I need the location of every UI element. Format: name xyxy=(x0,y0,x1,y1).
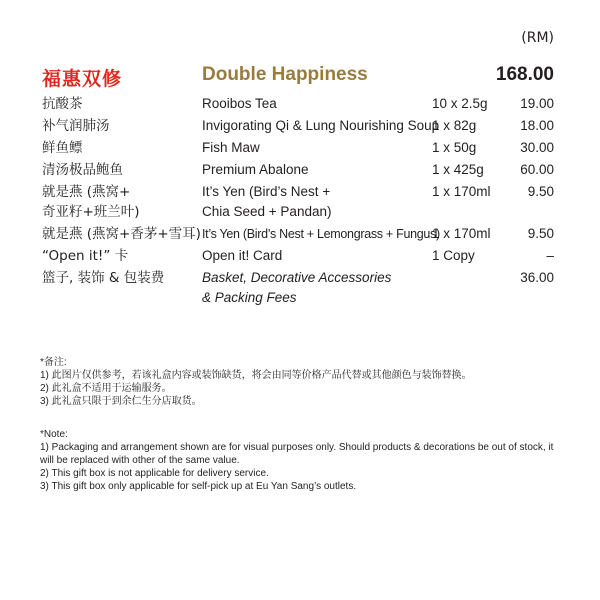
item-name-en xyxy=(202,268,391,308)
notes-zh-item: 3) 此礼盒只限于到余仁生分店取货。 xyxy=(40,396,202,407)
list-item xyxy=(0,244,600,266)
item-price: – xyxy=(546,248,554,263)
item-qty: 1 x 425g xyxy=(432,162,484,177)
item-name-en: Premium Abalone xyxy=(202,162,309,177)
item-name-zh-line1: 就是燕 (燕窝+ xyxy=(42,184,131,200)
item-qty: 1 x 170ml xyxy=(432,226,491,241)
item-qty: 1 Copy xyxy=(432,248,475,263)
item-name-en-line2: & Packing Fees xyxy=(202,290,297,305)
item-qty: 1 x 170ml xyxy=(432,184,491,199)
notes-zh-item: 1) 此图片仅供参考，若该礼盒内容或装饰缺货，将会由同等价格产品代替或其他颜色与装饰替换。 xyxy=(40,370,472,381)
package-header xyxy=(0,64,600,92)
list-item xyxy=(0,92,600,114)
notes-en-item: 1) Packaging and arrangement shown are for visual purposes only. Should products & decorations be out of stock, it xyxy=(40,442,554,453)
notes-en-item: will be replaced with other of the same value. xyxy=(40,455,240,466)
item-qty: 1 x 50g xyxy=(432,140,477,155)
item-price: 30.00 xyxy=(520,140,554,155)
item-price: 9.50 xyxy=(527,184,554,199)
list-item xyxy=(0,266,600,308)
item-name-zh: 补气润肺汤 xyxy=(42,118,110,134)
item-price: 9.50 xyxy=(527,226,554,241)
item-name-en: Open it! Card xyxy=(202,248,283,263)
package-name-en: Double Happiness xyxy=(202,64,368,85)
item-name-en-line1: Basket, Decorative Accessories xyxy=(202,270,392,285)
item-qty: 1 x 82g xyxy=(432,118,477,133)
currency-label: (RM) xyxy=(521,30,554,46)
notes-zh-title: *备注: xyxy=(40,357,67,368)
item-qty: 10 x 2.5g xyxy=(432,96,488,111)
notes-en-item: 2) This gift box is not applicable for delivery service. xyxy=(40,468,269,479)
item-price: 36.00 xyxy=(520,270,554,285)
item-price: 19.00 xyxy=(520,96,554,111)
item-name-zh: 清汤极品鲍鱼 xyxy=(42,162,123,178)
item-list xyxy=(0,92,600,308)
item-name-zh xyxy=(42,182,140,222)
list-item xyxy=(0,136,600,158)
notes-zh-item: 2) 此礼盒不适用于运输服务。 xyxy=(40,383,172,394)
notes-section xyxy=(40,356,560,493)
item-name-zh: 就是燕 (燕窝+香茅+雪耳) xyxy=(42,226,201,242)
item-name-zh: 篮子, 装饰 & 包装费 xyxy=(42,270,165,286)
notes-en-title: *Note: xyxy=(40,429,68,440)
item-name-en: Fish Maw xyxy=(202,140,260,155)
item-name-en: Rooibos Tea xyxy=(202,96,277,111)
item-name-zh: 抗酸茶 xyxy=(42,96,83,112)
item-name-en: Invigorating Qi & Lung Nourishing Soup xyxy=(202,118,440,133)
item-price: 18.00 xyxy=(520,118,554,133)
list-item xyxy=(0,158,600,180)
item-name-en xyxy=(202,182,331,222)
item-name-zh: 鲜鱼鳔 xyxy=(42,140,83,156)
package-name-zh: 福惠双修 xyxy=(42,68,123,90)
item-name-en: It’s Yen (Bird’s Nest + Lemongrass + Fungus) xyxy=(202,227,440,241)
list-item xyxy=(0,114,600,136)
list-item xyxy=(0,222,600,244)
item-name-en-line1: It’s Yen (Bird’s Nest + xyxy=(202,184,331,199)
list-item xyxy=(0,180,600,222)
item-name-zh: “Open it!” 卡 xyxy=(42,248,129,264)
item-price: 60.00 xyxy=(520,162,554,177)
package-price: 168.00 xyxy=(495,64,554,85)
item-name-en-line2: Chia Seed + Pandan) xyxy=(202,204,332,219)
item-name-zh-line2: 奇亚籽+班兰叶) xyxy=(42,204,140,220)
notes-en-item: 3) This gift box only applicable for self-pick up at Eu Yan Sang’s outlets. xyxy=(40,481,357,492)
